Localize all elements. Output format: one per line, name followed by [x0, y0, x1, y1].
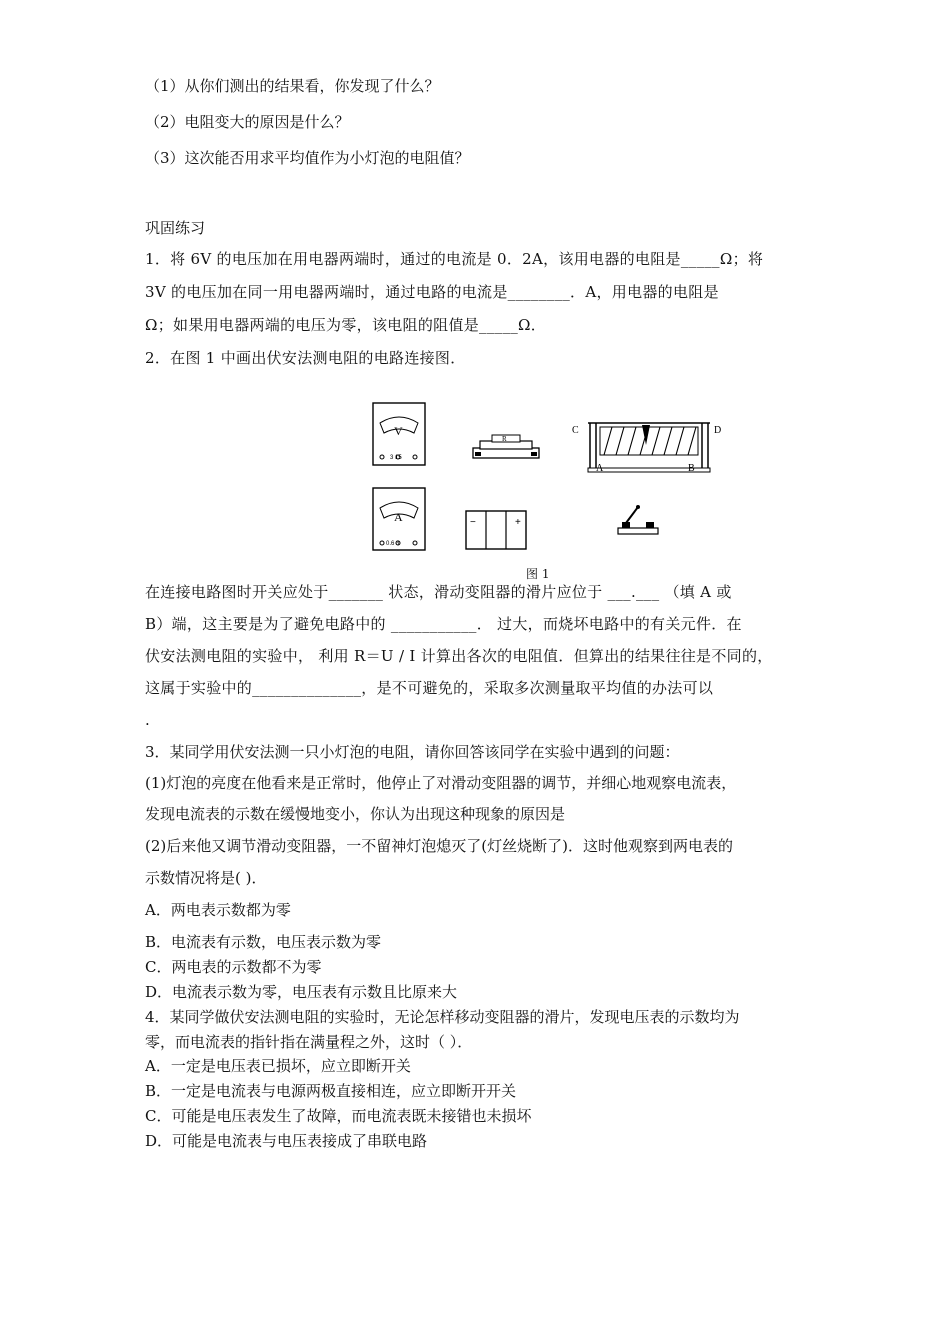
q4-line: 4．某同学做伏安法测电阻的实验时，无论怎样移动变阻器的滑片，发现电压表的示数均为	[145, 1008, 740, 1026]
section-title: 巩固练习	[145, 219, 206, 237]
q3-option: A．两电表示数都为零	[145, 901, 291, 919]
q3-line: 发现电流表的示数在缓慢地变小，你认为出现这种现象的原因是	[145, 805, 566, 823]
ammeter-scale: 0.6 3	[386, 541, 400, 547]
rheostat-label-c: C	[572, 425, 579, 436]
q2-text-line: 伏安法测电阻的实验中， 利用 R＝U / I 计算出各次的电阻值．但算出的结果往往是不同的，	[145, 647, 773, 665]
ammeter	[373, 488, 425, 550]
resistor-label: R	[502, 435, 507, 443]
rheostat-label-d: D	[714, 425, 722, 436]
question-text: （2）电阻变大的原因是什么？	[145, 113, 350, 131]
rheostat-label-b: B	[688, 463, 695, 474]
q3-line: 3．某同学用伏安法测一只小灯泡的电阻，请你回答该同学在实验中遇到的问题：	[145, 743, 680, 761]
figure-caption: 图 1	[526, 567, 550, 581]
rheostat	[572, 423, 721, 474]
resistor	[473, 435, 539, 458]
q4-option: B．一定是电流表与电源两极直接相连，应立即断开开关	[145, 1082, 517, 1100]
switch	[618, 505, 658, 534]
q3-line: 示数情况将是( )．	[145, 869, 267, 887]
q3-line: (2)后来他又调节滑动变阻器，一不留神灯泡熄灭了(灯丝烧断了)．这时他观察到两电表的	[145, 837, 733, 855]
battery-plus: +	[515, 517, 521, 528]
voltmeter	[373, 403, 425, 465]
q3-line: (1)灯泡的亮度在他看来是正常时，他停止了对滑动变阻器的调节，并细心地观察电流表，	[145, 774, 737, 792]
q4-option: A．一定是电压表已损坏，应立即断开关	[145, 1057, 411, 1075]
battery-minus: −	[470, 517, 476, 528]
q1-line: Ω；如果用电器两端的电压为零，该电阻的阻值是_____Ω．	[145, 316, 547, 334]
q4-option: D．可能是电流表与电压表接成了串联电路	[145, 1132, 428, 1150]
q3-option: D．电流表示数为零，电压表有示数且比原来大	[145, 983, 458, 1001]
rheostat-label-a: A	[596, 463, 604, 474]
question-text: （3）这次能否用求平均值作为小灯泡的电阻值？	[145, 149, 470, 167]
q3-option: B．电流表有示数，电压表示数为零	[145, 933, 382, 951]
q2-text-line: B）端，这主要是为了避免电路中的 ___________． 过大，而烧坏电路中的有关元件．在	[145, 615, 742, 633]
q2-text-line: 这属于实验中的______________，是不可避免的，采取多次测量取平均值的办法可以	[145, 679, 714, 697]
voltmeter-letter: V	[394, 424, 403, 438]
q2-text-line: 在连接电路图时开关应处于_______ 状态，滑动变阻器的滑片应位于 ___.___ （填 A 或	[145, 583, 732, 601]
q1-line: 1．将 6V 的电压加在用电器两端时，通过的电流是 0．2A，该用电器的电阻是_____Ω；将	[145, 250, 764, 268]
question-text: （1）从你们测出的结果看，你发现了什么？	[145, 77, 440, 95]
q4-line: 零，而电流表的指针指在满量程之外，这时（ ）．	[145, 1033, 473, 1051]
circuit-figure	[360, 393, 740, 583]
voltmeter-scale: 3 15	[390, 455, 402, 461]
q3-option: C．两电表的示数都不为零	[145, 958, 322, 976]
ammeter-letter: A	[394, 510, 403, 524]
q1-line: 3V 的电压加在同一用电器两端时，通过电路的电流是________．A，用电器的电阻是	[145, 283, 719, 301]
battery	[466, 511, 526, 549]
q4-option: C．可能是电压表发生了故障，而电流表既未接错也未损坏	[145, 1107, 532, 1125]
q2-prompt: 2．在图 1 中画出伏安法测电阻的电路连接图．	[145, 349, 466, 367]
q2-text-line: .	[145, 711, 150, 729]
